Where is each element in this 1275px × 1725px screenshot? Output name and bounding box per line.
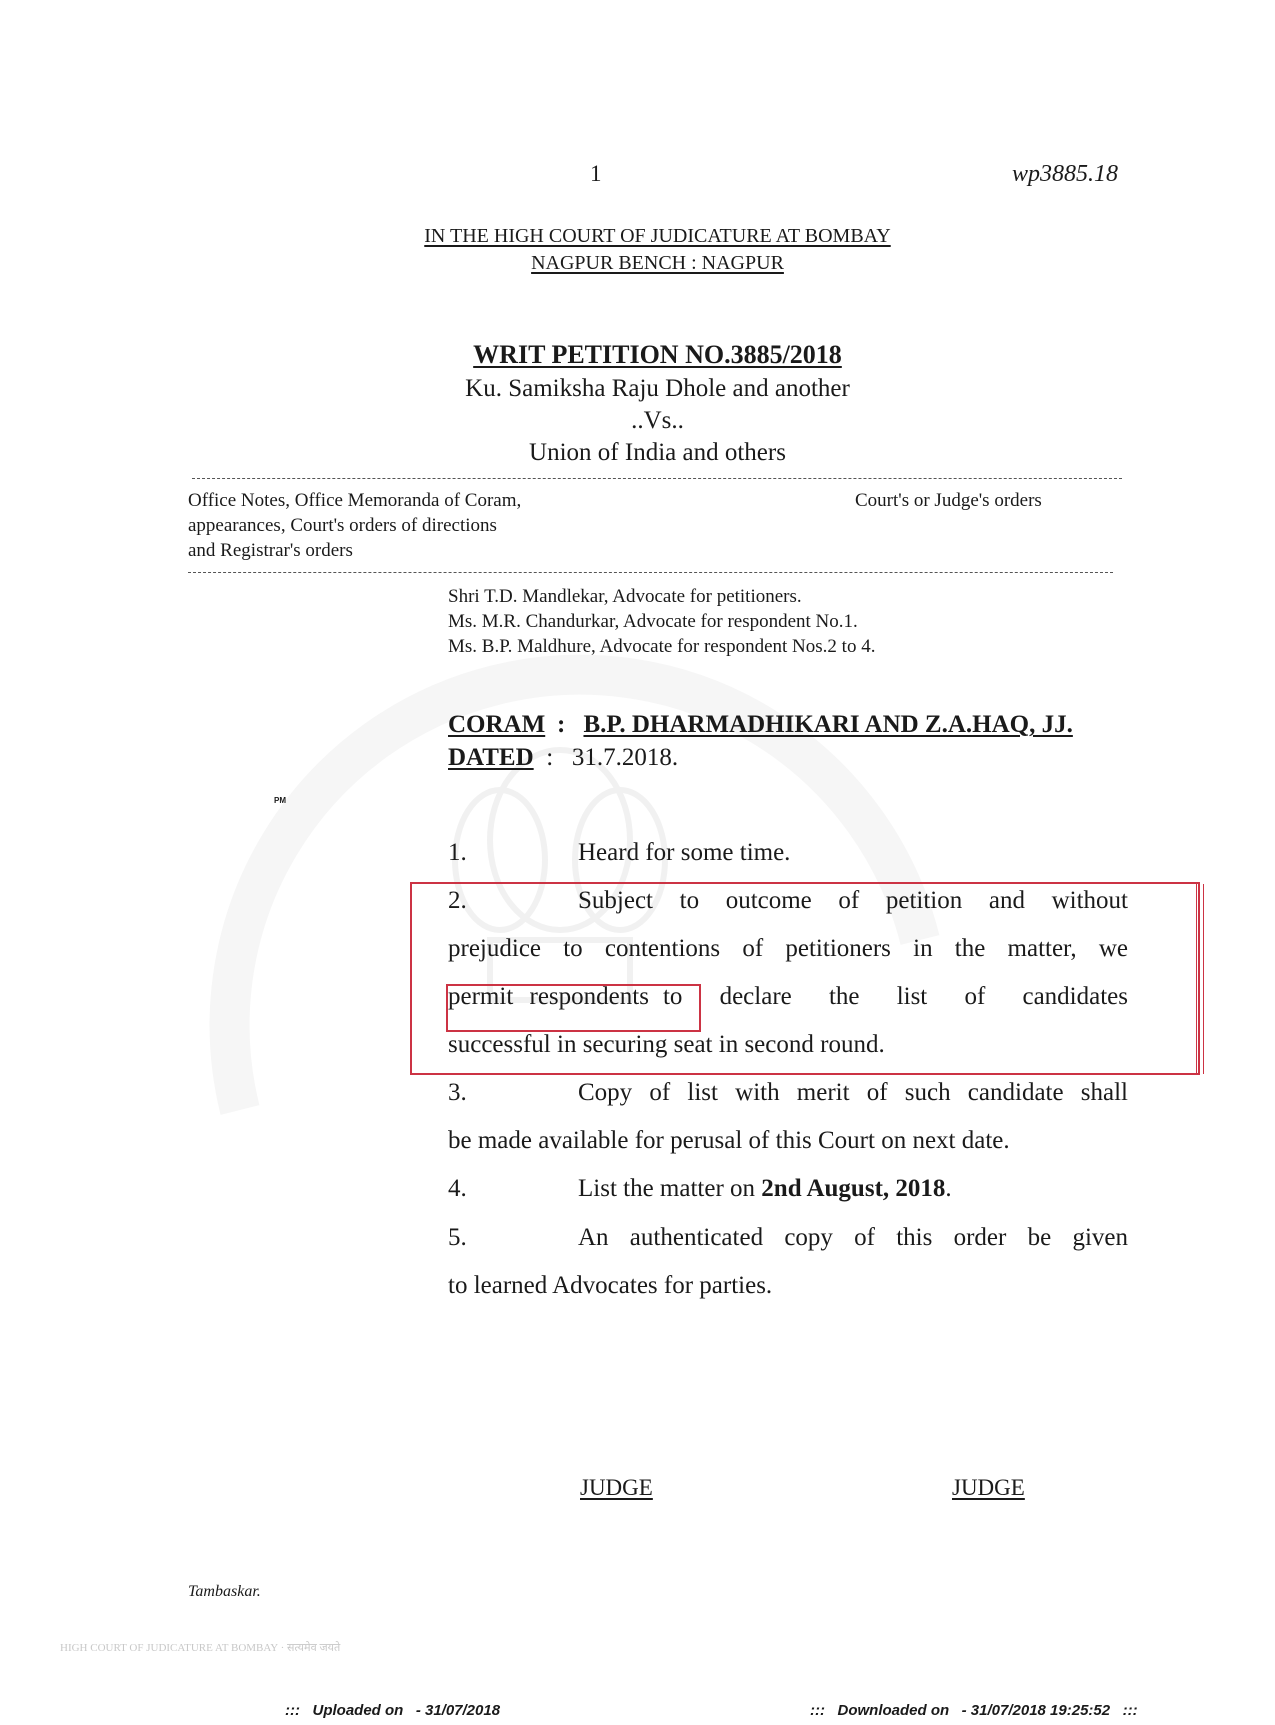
dashed-divider: [188, 572, 1113, 573]
judge-signature-2: JUDGE: [952, 1475, 1025, 1500]
order-paragraph-2-number: 2.: [448, 887, 467, 914]
appearance-item: Ms. B.P. Maldhure, Advocate for respondent Nos.2 to 4.: [448, 636, 876, 657]
phrase-highlight-box: [446, 984, 701, 1032]
order-paragraph-2-line-1: 2. Subject to outcome of petition and without: [448, 887, 1128, 914]
watermark-motto: सत्यमेव जयते: [287, 1642, 341, 1654]
order-paragraph-4: 4. List the matter on 2nd August, 2018.: [448, 1175, 952, 1202]
petitioner-name: Ku. Samiksha Raju Dhole and another: [465, 375, 850, 402]
order-paragraph-3-line-1: 3. Copy of list with merit of such candidate shall: [448, 1079, 1128, 1106]
highlight-box-edge: [1196, 884, 1204, 1074]
typist-name: Tambaskar.: [188, 1583, 261, 1600]
judge-signature-1: JUDGE: [580, 1475, 653, 1500]
petition-title: WRIT PETITION NO.3885/2018: [473, 340, 842, 369]
order-paragraph-2-line-2: prejudice to contentions of petitioners in the matter, we: [448, 935, 1128, 962]
office-notes-heading: Office Notes, Office Memoranda of Coram, appearances, Court's orders of directions and Registrar's orders: [188, 490, 522, 561]
page-number: 1: [590, 161, 602, 186]
coram: CORAM : B.P. DHARMADHIKARI AND Z.A.HAQ, JJ.: [448, 711, 1073, 738]
case-reference: wp3885.18: [1012, 161, 1119, 187]
downloaded-stamp: ::: Downloaded on - 31/07/2018 19:25:52 :::: [810, 1702, 1138, 1719]
dated: DATED : 31.7.2018.: [448, 744, 679, 771]
order-paragraph-5-number: 5.: [448, 1224, 467, 1251]
order-paragraph-2-line-3: permit respondents to declare the list of candidates: [448, 983, 1128, 1010]
highlighted-phrase: permit respondents: [448, 983, 649, 1010]
watermark-text: HIGH COURT OF JUDICATURE AT BOMBAY: [60, 1642, 278, 1654]
court-name: IN THE HIGH COURT OF JUDICATURE AT BOMBAY: [424, 225, 891, 247]
coram-judges: B.P. DHARMADHIKARI AND Z.A.HAQ, JJ.: [583, 711, 1073, 738]
pm-mark: PM: [274, 796, 286, 805]
next-hearing-date: 2nd August, 2018: [761, 1175, 946, 1202]
judge-orders-heading: Court's or Judge's orders: [855, 490, 1042, 511]
order-paragraph-5-line-2: to learned Advocates for parties.: [448, 1272, 773, 1299]
appearances-list: [448, 584, 875, 659]
versus-label: ..Vs..: [631, 407, 684, 434]
uploaded-stamp: ::: Uploaded on - 31/07/2018: [285, 1702, 501, 1719]
court-bench: NAGPUR BENCH : NAGPUR: [531, 252, 784, 274]
order-paragraph-2-line-4: successful in securing seat in second round.: [448, 1031, 885, 1058]
appearance-item: Shri T.D. Mandlekar, Advocate for petitioners.: [448, 586, 802, 607]
respondent-name: Union of India and others: [529, 439, 786, 466]
appearance-item: Ms. M.R. Chandurkar, Advocate for respondent No.1.: [448, 611, 858, 632]
paragraph-highlight-box: [410, 882, 1200, 1075]
watermark-caption: HIGH COURT OF JUDICATURE AT BOMBAY · सत्यमेव जयते: [60, 1642, 341, 1654]
dashed-divider: [192, 478, 1122, 479]
order-paragraph-5-line-1: 5. An authenticated copy of this order be given: [448, 1224, 1128, 1251]
order-paragraph-1: 1. Heard for some time.: [448, 839, 791, 866]
order-paragraph-3-line-2: be made available for perusal of this Court on next date.: [448, 1127, 1010, 1154]
order-date: 31.7.2018.: [571, 744, 679, 771]
order-paragraph-3-number: 3.: [448, 1079, 467, 1106]
